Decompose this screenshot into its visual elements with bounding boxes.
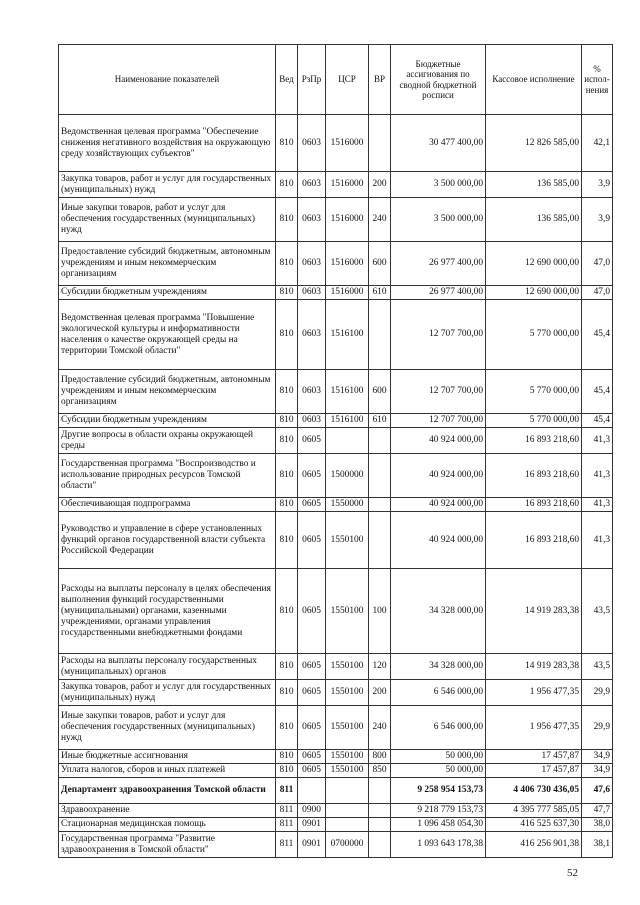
budget-allocation-value: 9 218 779 153,73: [391, 804, 486, 818]
cash-execution-value: 5 770 000,00: [486, 300, 582, 370]
vr-code: 120: [369, 654, 391, 680]
rzpr-code: 0605: [298, 750, 326, 764]
csr-code: 1516000: [326, 286, 369, 300]
vr-code: [369, 300, 391, 370]
budget-allocation-value: 40 924 000,00: [391, 454, 486, 498]
execution-percent-value: 29,9: [582, 706, 613, 750]
vr-code: [369, 778, 391, 804]
budget-allocation-value: 12 707 700,00: [391, 370, 486, 414]
budget-allocation-value: 26 977 400,00: [391, 242, 486, 286]
rzpr-code: 0603: [298, 300, 326, 370]
ved-code: 810: [276, 680, 298, 706]
cash-execution-value: 12 690 000,00: [486, 286, 582, 300]
ved-code: 810: [276, 370, 298, 414]
table-row: [59, 172, 613, 198]
cash-execution-value: 16 893 218,60: [486, 454, 582, 498]
rzpr-code: 0603: [298, 198, 326, 242]
csr-code: 1516100: [326, 300, 369, 370]
csr-code: 1550000: [326, 498, 369, 512]
header-rzpr: РзПр: [298, 45, 326, 115]
csr-code: [326, 428, 369, 454]
vr-code: 100: [369, 569, 391, 654]
indicator-name: Иные закупки товаров, работ и услуг для обеспечения государственных (муниципальных) нужд: [59, 198, 276, 242]
budget-execution-table: [58, 44, 613, 858]
indicator-name: Закупка товаров, работ и услуг для государственных (муниципальных) нужд: [59, 172, 276, 198]
vr-code: 240: [369, 198, 391, 242]
cash-execution-value: 5 770 000,00: [486, 370, 582, 414]
execution-percent-value: 38,1: [582, 832, 613, 858]
execution-percent-value: 47,0: [582, 242, 613, 286]
cash-execution-value: 4 406 730 436,05: [486, 778, 582, 804]
vr-code: [369, 804, 391, 818]
indicator-name: Обеспечивающая подпрограмма: [59, 498, 276, 512]
indicator-name: Расходы на выплаты персоналу государственных (муниципальных) органов: [59, 654, 276, 680]
csr-code: 1550100: [326, 706, 369, 750]
rzpr-code: 0603: [298, 370, 326, 414]
cash-execution-value: 4 395 777 585,05: [486, 804, 582, 818]
vr-code: 850: [369, 764, 391, 778]
rzpr-code: 0603: [298, 242, 326, 286]
cash-execution-value: 16 893 218,60: [486, 428, 582, 454]
vr-code: [369, 832, 391, 858]
table-row: [59, 778, 613, 804]
ved-code: 810: [276, 428, 298, 454]
indicator-name: Субсидии бюджетным учреждениям: [59, 414, 276, 428]
ved-code: 810: [276, 706, 298, 750]
table-row: [59, 804, 613, 818]
csr-code: [326, 778, 369, 804]
budget-allocation-value: 3 500 000,00: [391, 198, 486, 242]
ved-code: 810: [276, 172, 298, 198]
csr-code: 1516100: [326, 414, 369, 428]
vr-code: 610: [369, 286, 391, 300]
table-row: [59, 832, 613, 858]
header-budget-allocations: Бюджетные ассигнования по сводной бюджетной росписи: [391, 45, 486, 115]
execution-percent-value: 45,4: [582, 370, 613, 414]
execution-percent-value: 41,3: [582, 498, 613, 512]
table-row: [59, 286, 613, 300]
execution-percent-value: 43,5: [582, 654, 613, 680]
table-row: [59, 198, 613, 242]
indicator-name: Предоставление субсидий бюджетным, автономным учреждениям и иным некоммерческим организациям: [59, 370, 276, 414]
ved-code: 810: [276, 498, 298, 512]
ved-code: 810: [276, 569, 298, 654]
ved-code: 811: [276, 832, 298, 858]
ved-code: 810: [276, 286, 298, 300]
rzpr-code: 0605: [298, 654, 326, 680]
csr-code: [326, 818, 369, 832]
execution-percent-value: 3,9: [582, 198, 613, 242]
cash-execution-value: 5 770 000,00: [486, 414, 582, 428]
execution-percent-value: 47,7: [582, 804, 613, 818]
table-row: [59, 370, 613, 414]
table-row: [59, 680, 613, 706]
csr-code: 1516100: [326, 370, 369, 414]
csr-code: 1516000: [326, 242, 369, 286]
cash-execution-value: 17 457,87: [486, 750, 582, 764]
table-row: [59, 654, 613, 680]
execution-percent-value: 34,9: [582, 750, 613, 764]
execution-percent-value: 41,3: [582, 454, 613, 498]
indicator-name: Иные закупки товаров, работ и услуг для обеспечения государственных (муниципальных) нужд: [59, 706, 276, 750]
header-cash-execution: Кассовое исполнение: [486, 45, 582, 115]
indicator-name: Субсидии бюджетным учреждениям: [59, 286, 276, 300]
rzpr-code: 0605: [298, 498, 326, 512]
indicator-name: Другие вопросы в области охраны окружающей среды: [59, 428, 276, 454]
budget-allocation-value: 3 500 000,00: [391, 172, 486, 198]
indicator-name: Государственная программа "Воспроизводство и использование природных ресурсов Томской области": [59, 454, 276, 498]
table-row: [59, 414, 613, 428]
indicator-name: Руководство и управление в сфере установленных функций органов государственной власти субъекта Российской Федерации: [59, 512, 276, 569]
execution-percent-value: 43,5: [582, 569, 613, 654]
rzpr-code: 0605: [298, 512, 326, 569]
cash-execution-value: 1 956 477,35: [486, 706, 582, 750]
table-row: [59, 242, 613, 286]
csr-code: 1550100: [326, 764, 369, 778]
rzpr-code: 0603: [298, 414, 326, 428]
indicator-name: Предоставление субсидий бюджетным, автономным учреждениям и иным некоммерческим организациям: [59, 242, 276, 286]
ved-code: 810: [276, 300, 298, 370]
csr-code: 1500000: [326, 454, 369, 498]
rzpr-code: 0603: [298, 115, 326, 172]
indicator-name: Уплата налогов, сборов и иных платежей: [59, 764, 276, 778]
rzpr-code: 0605: [298, 428, 326, 454]
rzpr-code: 0605: [298, 454, 326, 498]
rzpr-code: 0605: [298, 680, 326, 706]
table-header-row: [59, 45, 613, 115]
indicator-name: Иные бюджетные ассигнования: [59, 750, 276, 764]
budget-allocation-value: 12 707 700,00: [391, 414, 486, 428]
budget-allocation-value: 40 924 000,00: [391, 512, 486, 569]
cash-execution-value: 14 919 283,38: [486, 569, 582, 654]
ved-code: 810: [276, 115, 298, 172]
table-row: [59, 428, 613, 454]
table-row: [59, 498, 613, 512]
budget-allocation-value: 26 977 400,00: [391, 286, 486, 300]
table-body: [59, 115, 613, 858]
execution-percent-value: 41,3: [582, 512, 613, 569]
execution-percent-value: 47,0: [582, 286, 613, 300]
indicator-name: Расходы на выплаты персоналу в целях обеспечения выполнения функций государственными (муниципальными) органами, казенными учреждениями, органами управления государственными внебюджетными фондами: [59, 569, 276, 654]
rzpr-code: 0901: [298, 832, 326, 858]
table-row: [59, 750, 613, 764]
header-vr: ВР: [369, 45, 391, 115]
rzpr-code: 0605: [298, 764, 326, 778]
ved-code: 811: [276, 804, 298, 818]
execution-percent-value: 3,9: [582, 172, 613, 198]
table-row: [59, 764, 613, 778]
budget-allocation-value: 12 707 700,00: [391, 300, 486, 370]
indicator-name: Стационарная медицинская помощь: [59, 818, 276, 832]
page-number: 52: [567, 867, 578, 879]
cash-execution-value: 416 256 901,38: [486, 832, 582, 858]
rzpr-code: 0605: [298, 569, 326, 654]
execution-percent-value: 41,3: [582, 428, 613, 454]
csr-code: 0700000: [326, 832, 369, 858]
indicator-name: Государственная программа "Развитие здравоохранения в Томской области": [59, 832, 276, 858]
ved-code: 811: [276, 818, 298, 832]
cash-execution-value: 12 826 585,00: [486, 115, 582, 172]
budget-allocation-value: 1 093 643 178,38: [391, 832, 486, 858]
header-csr: ЦСР: [326, 45, 369, 115]
csr-code: 1550100: [326, 750, 369, 764]
csr-code: 1516000: [326, 198, 369, 242]
budget-allocation-value: 40 924 000,00: [391, 498, 486, 512]
execution-percent-value: 29,9: [582, 680, 613, 706]
cash-execution-value: 16 893 218,60: [486, 498, 582, 512]
csr-code: 1550100: [326, 512, 369, 569]
indicator-name: Ведомственная целевая программа "Повышение экологической культуры и информативности населения о качестве окружающей среды на территории Томской области": [59, 300, 276, 370]
header-execution-percent: % испол-нения: [582, 45, 613, 115]
table-row: [59, 115, 613, 172]
vr-code: [369, 512, 391, 569]
budget-allocation-value: 9 258 954 153,73: [391, 778, 486, 804]
table-row: [59, 569, 613, 654]
csr-code: [326, 804, 369, 818]
rzpr-code: 0901: [298, 818, 326, 832]
table-row: [59, 706, 613, 750]
budget-allocation-value: 50 000,00: [391, 750, 486, 764]
csr-code: 1550100: [326, 654, 369, 680]
csr-code: 1516000: [326, 115, 369, 172]
rzpr-code: 0603: [298, 286, 326, 300]
vr-code: [369, 498, 391, 512]
table-row: [59, 512, 613, 569]
vr-code: [369, 428, 391, 454]
vr-code: 200: [369, 680, 391, 706]
execution-percent-value: 45,4: [582, 414, 613, 428]
cash-execution-value: 12 690 000,00: [486, 242, 582, 286]
budget-allocation-value: 30 477 400,00: [391, 115, 486, 172]
rzpr-code: 0605: [298, 706, 326, 750]
cash-execution-value: 136 585,00: [486, 172, 582, 198]
vr-code: 200: [369, 172, 391, 198]
header-indicator-name: Наименование показателей: [59, 45, 276, 115]
vr-code: [369, 454, 391, 498]
cash-execution-value: 416 525 637,30: [486, 818, 582, 832]
ved-code: 810: [276, 764, 298, 778]
table-row: [59, 818, 613, 832]
cash-execution-value: 1 956 477,35: [486, 680, 582, 706]
header-ved: Вед: [276, 45, 298, 115]
ved-code: 810: [276, 242, 298, 286]
indicator-name: Закупка товаров, работ и услуг для государственных (муниципальных) нужд: [59, 680, 276, 706]
budget-allocation-value: 50 000,00: [391, 764, 486, 778]
vr-code: 800: [369, 750, 391, 764]
rzpr-code: [298, 778, 326, 804]
budget-allocation-value: 1 096 458 054,30: [391, 818, 486, 832]
execution-percent-value: 45,4: [582, 300, 613, 370]
rzpr-code: 0900: [298, 804, 326, 818]
cash-execution-value: 17 457,87: [486, 764, 582, 778]
ved-code: 810: [276, 454, 298, 498]
budget-allocation-value: 40 924 000,00: [391, 428, 486, 454]
csr-code: 1550100: [326, 569, 369, 654]
execution-percent-value: 42,1: [582, 115, 613, 172]
budget-allocation-value: 34 328 000,00: [391, 569, 486, 654]
execution-percent-value: 47,6: [582, 778, 613, 804]
budget-allocation-value: 6 546 000,00: [391, 706, 486, 750]
vr-code: 610: [369, 414, 391, 428]
vr-code: 600: [369, 242, 391, 286]
cash-execution-value: 136 585,00: [486, 198, 582, 242]
csr-code: 1550100: [326, 680, 369, 706]
execution-percent-value: 38,0: [582, 818, 613, 832]
ved-code: 810: [276, 654, 298, 680]
ved-code: 811: [276, 778, 298, 804]
rzpr-code: 0603: [298, 172, 326, 198]
csr-code: 1516000: [326, 172, 369, 198]
ved-code: 810: [276, 750, 298, 764]
execution-percent-value: 34,9: [582, 764, 613, 778]
ved-code: 810: [276, 512, 298, 569]
ved-code: 810: [276, 198, 298, 242]
cash-execution-value: 14 919 283,38: [486, 654, 582, 680]
table-row: [59, 454, 613, 498]
indicator-name: Ведомственная целевая программа "Обеспечение снижения негативного воздействия на окружающую среду хозяйствующих субъектов": [59, 115, 276, 172]
cash-execution-value: 16 893 218,60: [486, 512, 582, 569]
vr-code: [369, 115, 391, 172]
indicator-name: Департамент здравоохранения Томской области: [59, 778, 276, 804]
vr-code: [369, 818, 391, 832]
vr-code: 600: [369, 370, 391, 414]
budget-allocation-value: 6 546 000,00: [391, 680, 486, 706]
budget-allocation-value: 34 328 000,00: [391, 654, 486, 680]
indicator-name: Здравоохранение: [59, 804, 276, 818]
vr-code: 240: [369, 706, 391, 750]
ved-code: 810: [276, 414, 298, 428]
table-row: [59, 300, 613, 370]
